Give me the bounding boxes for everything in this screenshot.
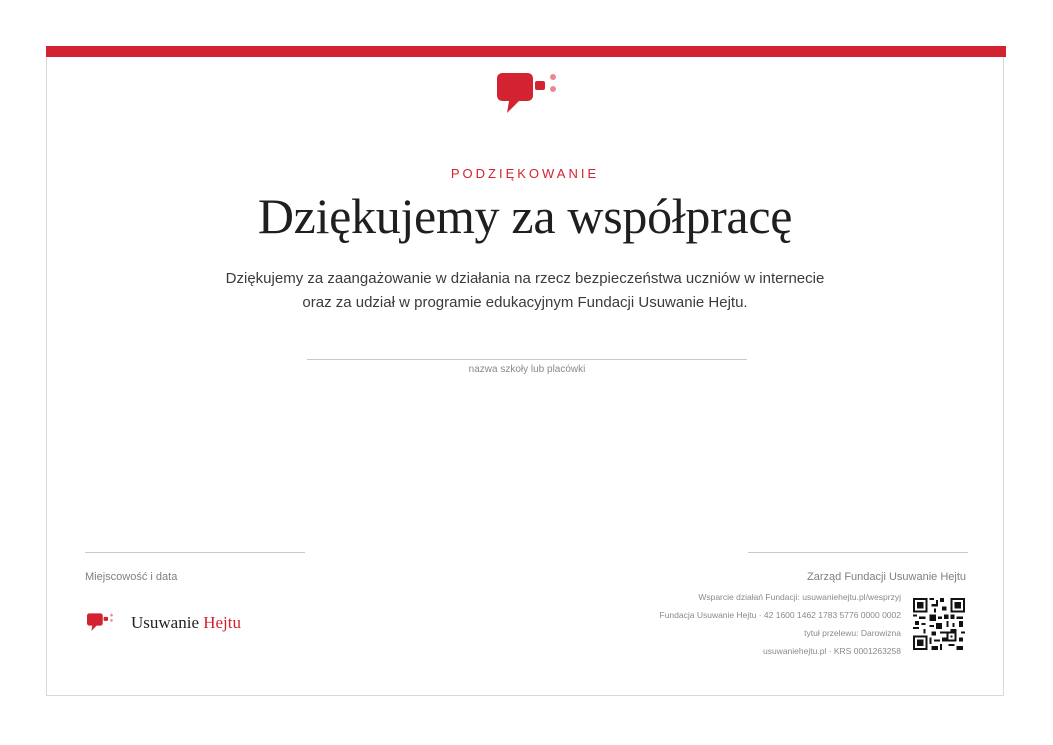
lead-text	[47, 267, 1003, 315]
certificate-sheet	[46, 46, 1004, 696]
school-name-caption: nazwa szkoły lub placówki	[468, 364, 586, 375]
speech-bubble-icon	[497, 71, 561, 119]
qr-code	[913, 598, 965, 650]
support-line: tytuł przelewu: Darowizna	[804, 628, 901, 638]
page-title: Dziękujemy za współpracę	[257, 188, 793, 244]
lead-line-2: oraz za udział w programie edukacyjnym Fundacji Usuwanie Hejtu.	[302, 294, 748, 311]
support-info	[660, 588, 902, 660]
brand-name-first: Usuwanie	[131, 613, 199, 632]
lead-line-1: Dziękujemy za zaangażowanie w działania na rzecz bezpieczeństwa uczniów w internecie	[225, 270, 825, 287]
speech-bubble-icon	[87, 611, 115, 635]
place-date-line	[85, 552, 305, 553]
top-accent-bar	[46, 46, 1006, 57]
support-line: Fundacja Usuwanie Hejtu · 42 1600 1462 1783 5776 0000 0002	[659, 610, 901, 620]
school-name-line	[307, 359, 747, 360]
brand-name	[131, 613, 241, 633]
place-date-caption: Miejscowość i data	[85, 571, 178, 583]
support-line: Wsparcie działań Fundacji: usuwaniehejtu.pl/wesprzyj	[698, 592, 901, 602]
support-line: usuwaniehejtu.pl · KRS 0001263258	[763, 646, 901, 656]
brand-logo	[87, 611, 241, 635]
board-caption: Zarząd Fundacji Usuwanie Hejtu	[807, 571, 966, 583]
brand-name-second: Hejtu	[203, 613, 242, 632]
board-signature-line	[748, 552, 968, 553]
eyebrow-label: PODZIĘKOWANIE	[450, 166, 600, 181]
